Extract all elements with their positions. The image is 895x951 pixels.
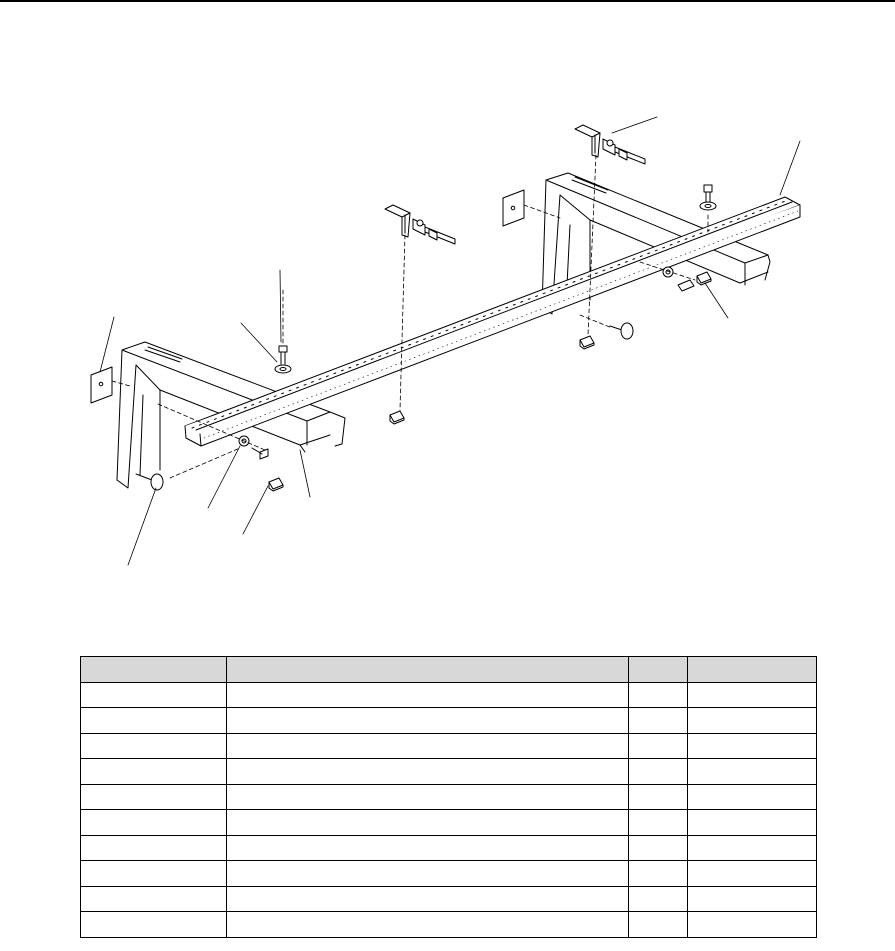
clamp-assembly (385, 125, 645, 244)
plate (91, 190, 524, 403)
table-row (81, 682, 817, 708)
header-cell (688, 657, 817, 683)
table-row (81, 912, 817, 938)
table-row (81, 759, 817, 785)
header-cell (227, 657, 629, 683)
table-cell (227, 810, 629, 836)
table-cell (81, 861, 227, 887)
table-cell (81, 733, 227, 759)
table-cell (227, 759, 629, 785)
table-row (81, 835, 817, 861)
table-cell (81, 784, 227, 810)
table-cell (81, 912, 227, 938)
table-cell (688, 810, 817, 836)
table-cell (629, 810, 688, 836)
table-cell (81, 886, 227, 912)
table-cell (629, 708, 688, 734)
table-cell (227, 784, 629, 810)
table-cell (688, 886, 817, 912)
table-cell (629, 912, 688, 938)
table-row (81, 886, 817, 912)
table-cell (629, 784, 688, 810)
table-cell (688, 835, 817, 861)
table-cell (629, 682, 688, 708)
table-cell (81, 682, 227, 708)
table-cell (688, 733, 817, 759)
rail (185, 197, 800, 446)
parts-table (80, 656, 817, 938)
table-row (81, 733, 817, 759)
table-cell (688, 708, 817, 734)
table-cell (629, 759, 688, 785)
table-cell (81, 759, 227, 785)
table-cell (629, 861, 688, 887)
table-cell (81, 835, 227, 861)
table-cell (227, 861, 629, 887)
table-cell (227, 835, 629, 861)
table-cell (688, 784, 817, 810)
table-cell (227, 708, 629, 734)
table-row (81, 810, 817, 836)
table-cell (227, 886, 629, 912)
table-cell (629, 733, 688, 759)
table-row (81, 708, 817, 734)
table-cell (81, 708, 227, 734)
table-cell (227, 733, 629, 759)
table-cell (81, 810, 227, 836)
table-cell (227, 682, 629, 708)
knob (136, 323, 633, 490)
table-cell (227, 912, 629, 938)
table-cell (629, 835, 688, 861)
header-cell (629, 657, 688, 683)
header-cell (81, 657, 227, 683)
table-cell (688, 912, 817, 938)
table-cell (629, 886, 688, 912)
table-cell (688, 759, 817, 785)
table-row (81, 861, 817, 887)
table-row (81, 784, 817, 810)
table-header-row (81, 657, 817, 683)
table-cell (688, 682, 817, 708)
table-cell (688, 861, 817, 887)
